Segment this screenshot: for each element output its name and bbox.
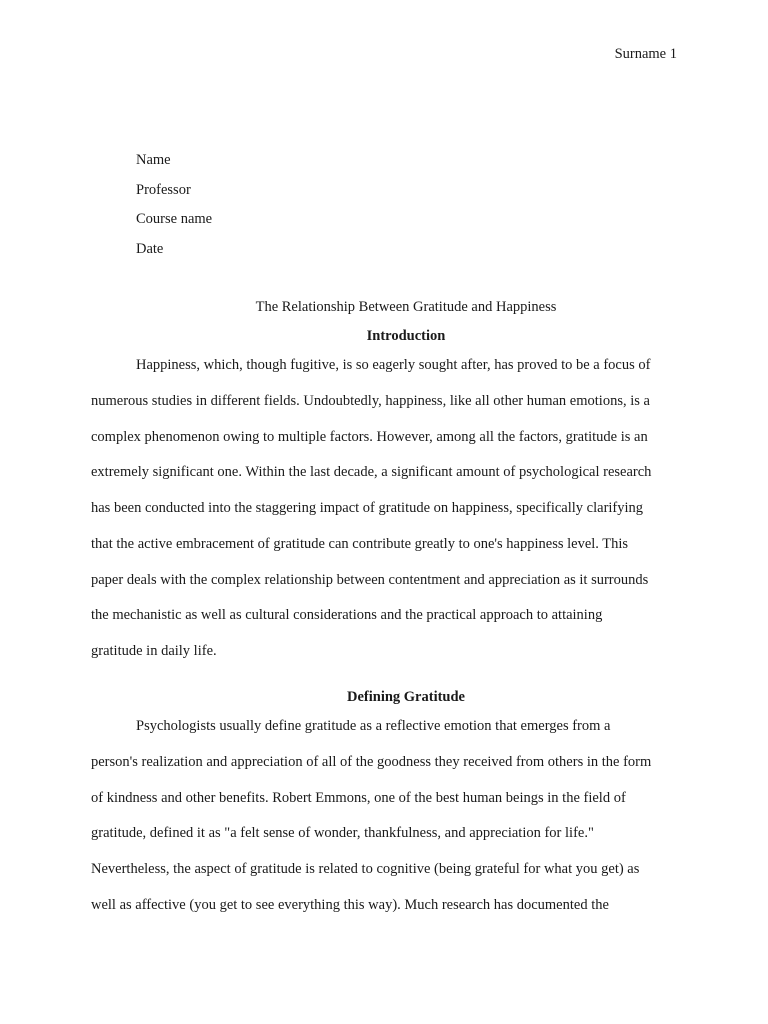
section-heading-defining-gratitude: Defining Gratitude <box>346 689 465 705</box>
paragraph-line: has been conducted into the staggering impact of gratitude on happiness, specifically clarifying <box>91 500 644 516</box>
date: Date <box>136 240 164 257</box>
paragraph-line: extremely significant one. Within the last decade, a significant amount of psychological research <box>91 464 652 480</box>
paper-title: The Relationship Between Gratitude and Happiness <box>255 299 557 315</box>
paragraph-line: person's realization and appreciation of all of the goodness they received from others in the form <box>91 754 652 770</box>
paragraph-line: paper deals with the complex relationship between contentment and appreciation as it surrounds <box>91 572 649 588</box>
professor-name: Professor <box>136 181 191 198</box>
paragraph-line: gratitude, defined it as "a felt sense of wonder, thankfulness, and appreciation for life." <box>91 825 594 841</box>
student-info-block <box>136 150 212 268</box>
paragraph-line: Happiness, which, though fugitive, is so eagerly sought after, has proved to be a focus of <box>136 357 651 373</box>
course-name: Course name <box>136 211 213 228</box>
paragraph-line: Nevertheless, the aspect of gratitude is related to cognitive (being grateful for what you get) as <box>91 861 640 877</box>
student-name: Name <box>136 152 171 168</box>
running-head: Surname 1 <box>614 46 677 62</box>
paragraph-line: gratitude in daily life. <box>91 643 217 659</box>
paragraph-line: of kindness and other benefits. Robert Emmons, one of the best human beings in the field of <box>91 790 626 806</box>
paragraph-line: the mechanistic as well as cultural considerations and the practical approach to attaining <box>91 607 603 623</box>
paragraph-line: that the active embracement of gratitude can contribute greatly to one's happiness level. This <box>91 536 629 552</box>
paragraph-line: well as affective (you get to see everything this way). Much research has documented the <box>91 897 609 913</box>
paragraph-line: complex phenomenon owing to multiple factors. However, among all the factors, gratitude is an <box>91 429 648 445</box>
paragraph-line: Psychologists usually define gratitude as a reflective emotion that emerges from a <box>136 718 611 734</box>
section-heading-introduction: Introduction <box>366 328 446 344</box>
paragraph-line: numerous studies in different fields. Undoubtedly, happiness, like all other human emotions, is a <box>91 393 650 409</box>
